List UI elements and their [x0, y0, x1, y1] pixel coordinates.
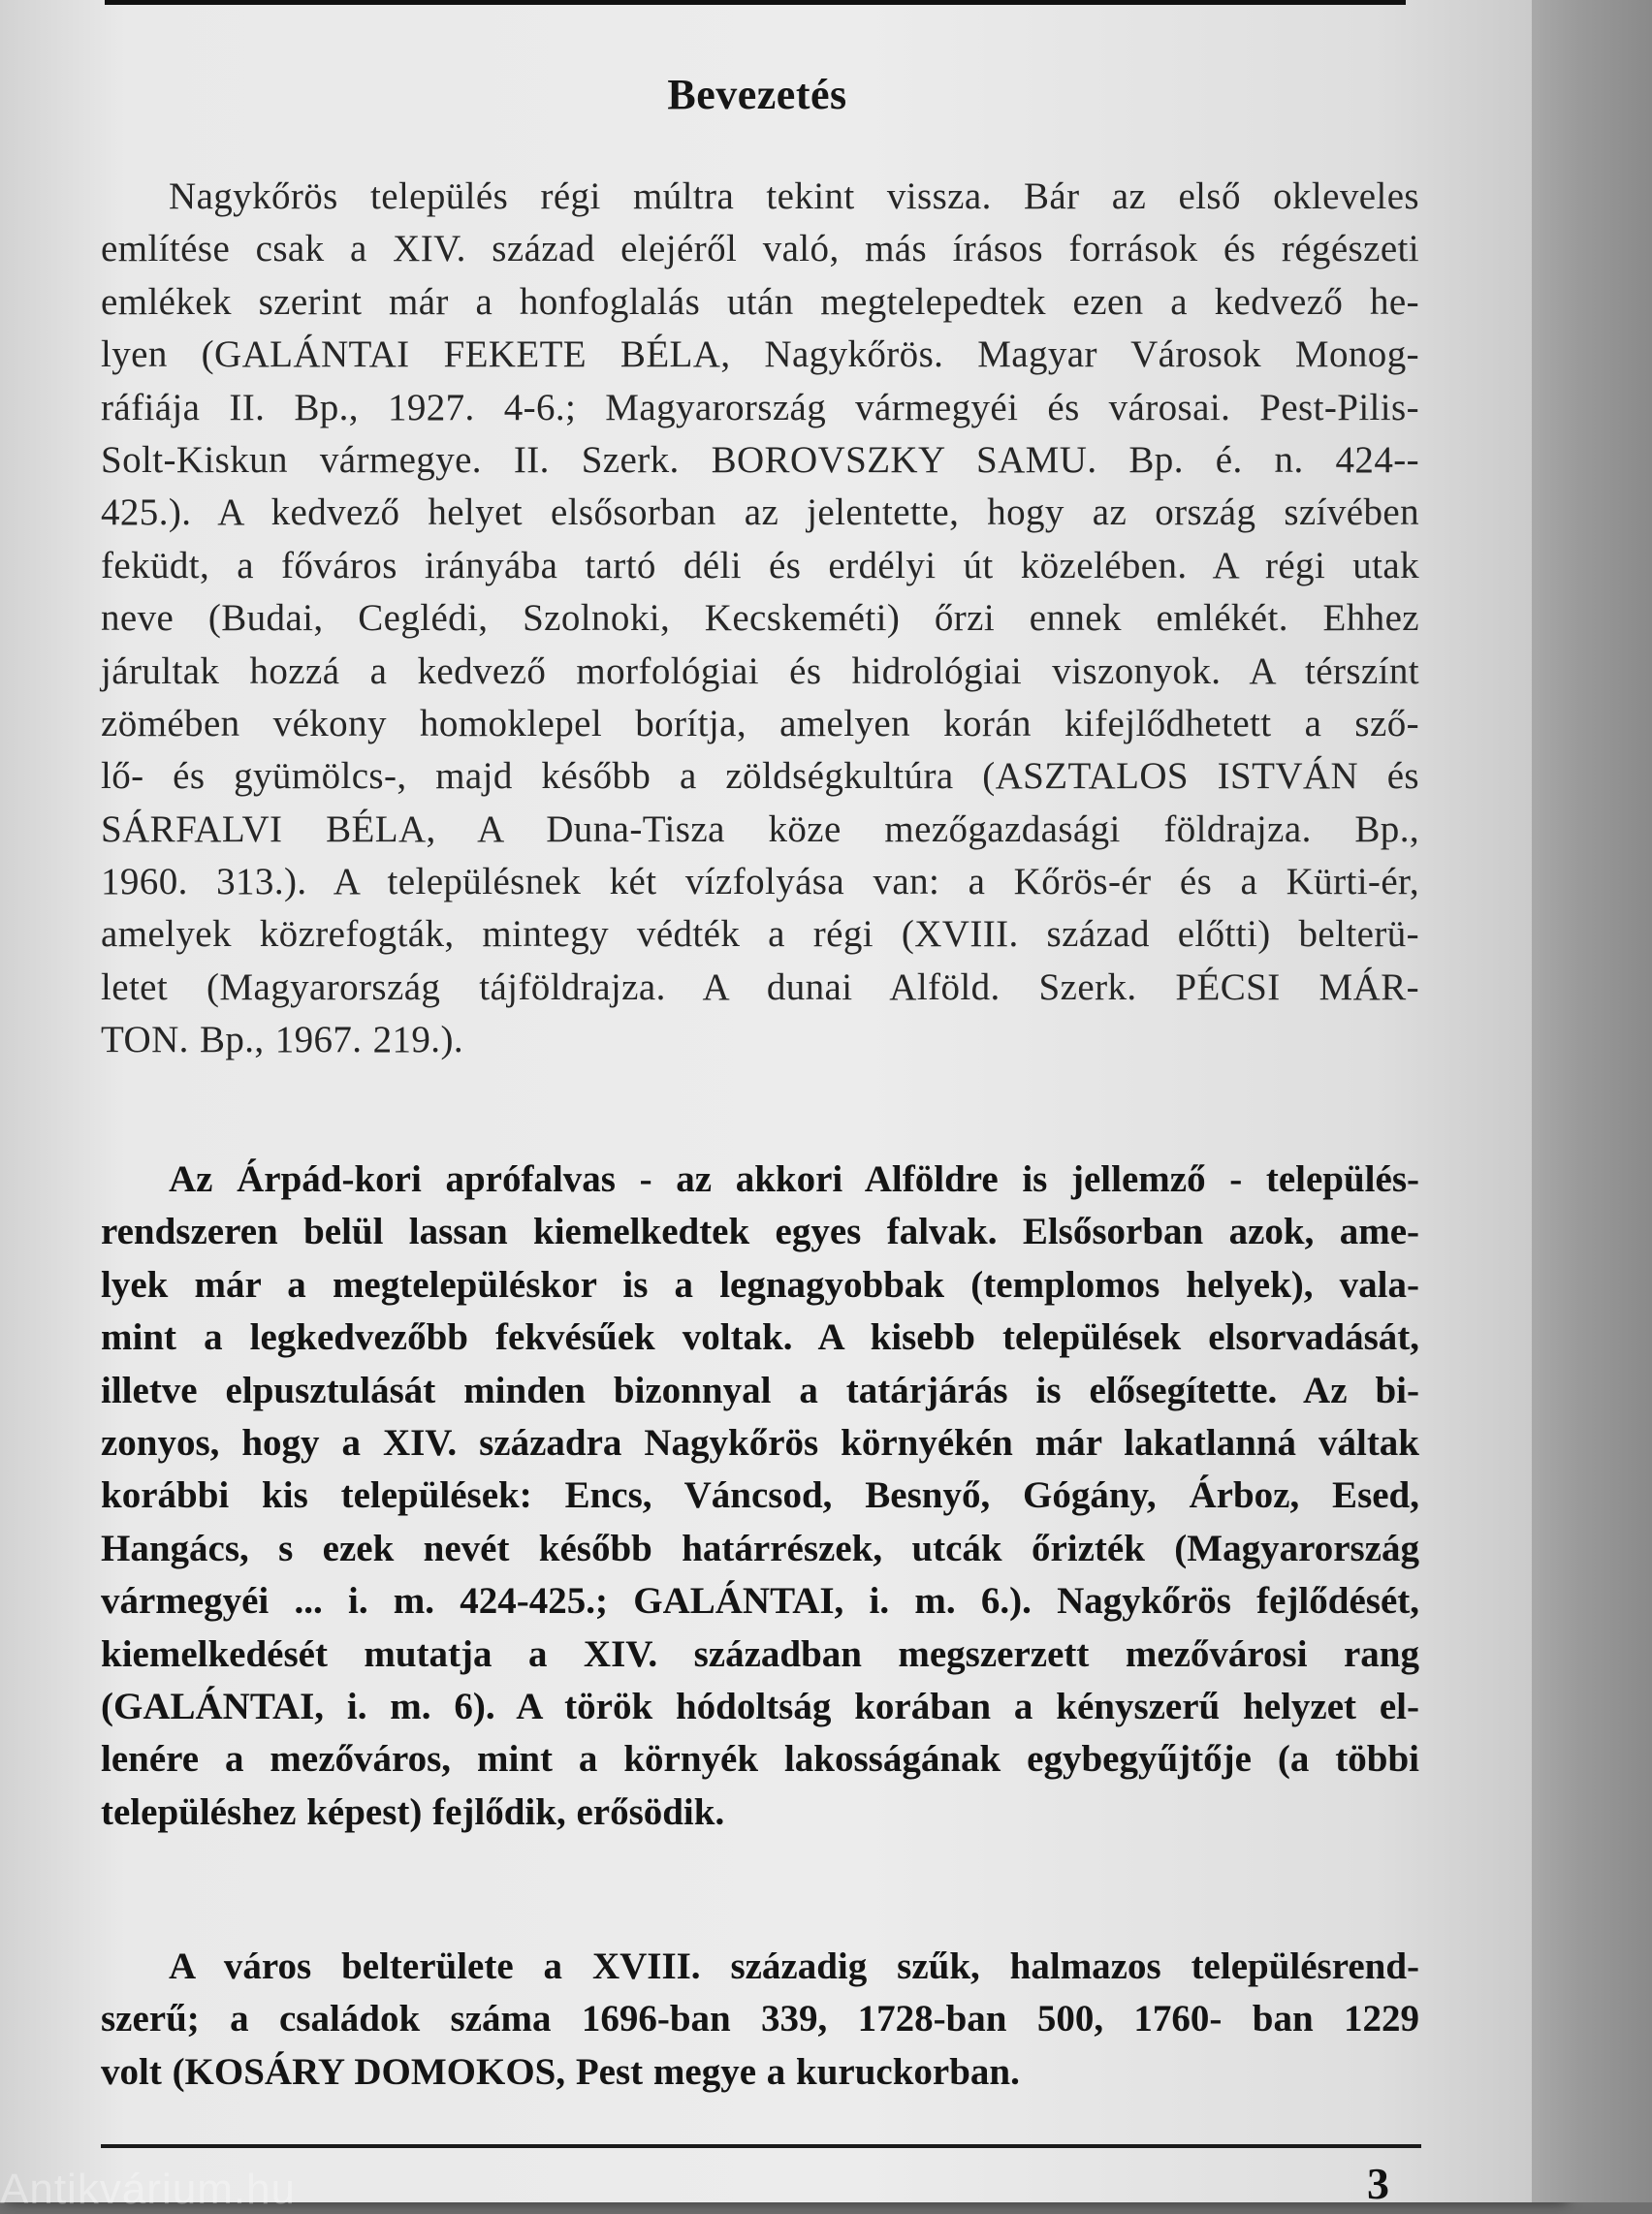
text-line: amelyek közrefogták, mintegy védték a régi (XVIII. század előtti) belterü- [101, 913, 1419, 956]
text-line: említése csak a XIV. század elejéről való, más írásos források és régészeti [101, 228, 1419, 270]
text-line: Hangács, s ezek nevét később határrészek, utcák őrizték (Magyarország [101, 1527, 1419, 1569]
paragraph-1 [101, 171, 1419, 1067]
text-line: SÁRFALVI BÉLA, A Duna-Tisza köze mezőgazdasági földrajza. Bp., [101, 807, 1419, 850]
page-title: Bevezetés [667, 71, 847, 118]
top-rule [105, 0, 1406, 5]
text-line: neve (Budai, Ceglédi, Szolnoki, Kecskeméti) őrzi ennek emlékét. Ehhez [101, 597, 1419, 640]
text-line: ráfiája II. Bp., 1927. 4-6.; Magyarország vármegyéi és városai. Pest-Pilis- [101, 386, 1419, 428]
text-line: vármegyéi ... i. m. 424-425.; GALÁNTAI, i. m. 6.). Nagykőrös fejlődését, [101, 1580, 1419, 1623]
text-line: szerű; a családok száma 1696-ban 339, 1728-ban 500, 1760- ban 1229 [101, 1998, 1419, 2040]
text-line: 1960. 313.). A településnek két vízfolyása van: a Kőrös-ér és a Kürti-ér, [101, 861, 1419, 903]
text-line: volt (KOSÁRY DOMOKOS, Pest megye a kuruckorban. [101, 2050, 1020, 2093]
text-line: járultak hozzá a kedvező morfológiai és hidrológiai viszonyok. A térszínt [101, 649, 1419, 692]
text-line: emlékek szerint már a honfoglalás után megtelepedtek ezen a kedvező he- [101, 280, 1419, 323]
text-line: Az Árpád-kori aprófalvas - az akkori Alföldre is jellemző - település- [169, 1158, 1419, 1200]
text-line: lő- és gyümölcs-, majd később a zöldségkultúra (ASZTALOS ISTVÁN és [101, 755, 1419, 798]
text-line: letet (Magyarország tájföldrajza. A dunai Alföld. Szerk. PÉCSI MÁR- [101, 965, 1419, 1008]
text-line: zömében vékony homoklepel borítja, amelyen korán kifejlődhetett a sző- [101, 702, 1419, 744]
bottom-rule [101, 2144, 1421, 2148]
paragraph-2 [101, 1154, 1419, 1839]
text-line: zonyos, hogy a XIV. századra Nagykőrös környékén már lakatlanná váltak [101, 1421, 1419, 1464]
text-line: lyen (GALÁNTAI FEKETE BÉLA, Nagykőrös. Magyar Városok Monog- [101, 333, 1419, 376]
text-line: lyek már a megtelepüléskor is a legnagyobbak (templomos helyek), vala- [101, 1263, 1419, 1306]
text-line: A város belterülete a XVIII. századig szűk, halmazos településrend- [169, 1945, 1419, 1987]
page-number: 3 [1367, 2159, 1389, 2208]
watermark-text: Antikvárium.hu [0, 2166, 297, 2213]
text-line: Solt-Kiskun vármegye. II. Szerk. BOROVSZKY SAMU. Bp. é. n. 424-- [101, 438, 1419, 481]
next-page-edge [1532, 0, 1652, 2202]
text-line: lenére a mezőváros, mint a környék lakosságának egybegyűjtője (a többi [101, 1738, 1419, 1781]
text-line: mint a legkedvezőbb fekvésűek voltak. A kisebb települések elsorvadását, [101, 1316, 1419, 1359]
text-line: TON. Bp., 1967. 219.). [101, 1019, 463, 1061]
text-line: rendszeren belül lassan kiemelkedtek egyes falvak. Elsősorban azok, ame- [101, 1211, 1419, 1253]
text-line: illetve elpusztulását minden bizonnyal a tatárjárás is elősegítette. Az bi- [101, 1369, 1419, 1411]
text-line: 425.). A kedvező helyet elsősorban az jelentette, hogy az ország szívében [101, 491, 1419, 534]
text-line: településhez képest) fejlődik, erősödik. [101, 1790, 725, 1833]
text-line: korábbi kis települések: Encs, Váncsod, Besnyő, Gógány, Árboz, Esed, [101, 1474, 1419, 1517]
paragraph-3 [101, 1941, 1419, 2099]
text-line: feküdt, a főváros irányába tartó déli és erdélyi út közelében. A régi utak [101, 544, 1419, 586]
text-line: (GALÁNTAI, i. m. 6). A török hódoltság korában a kényszerű helyzet el- [101, 1685, 1419, 1727]
text-line: Nagykőrös település régi múltra tekint vissza. Bár az első okleveles [169, 175, 1419, 217]
text-line: kiemelkedését mutatja a XIV. században megszerzett mezővárosi rang [101, 1632, 1419, 1675]
